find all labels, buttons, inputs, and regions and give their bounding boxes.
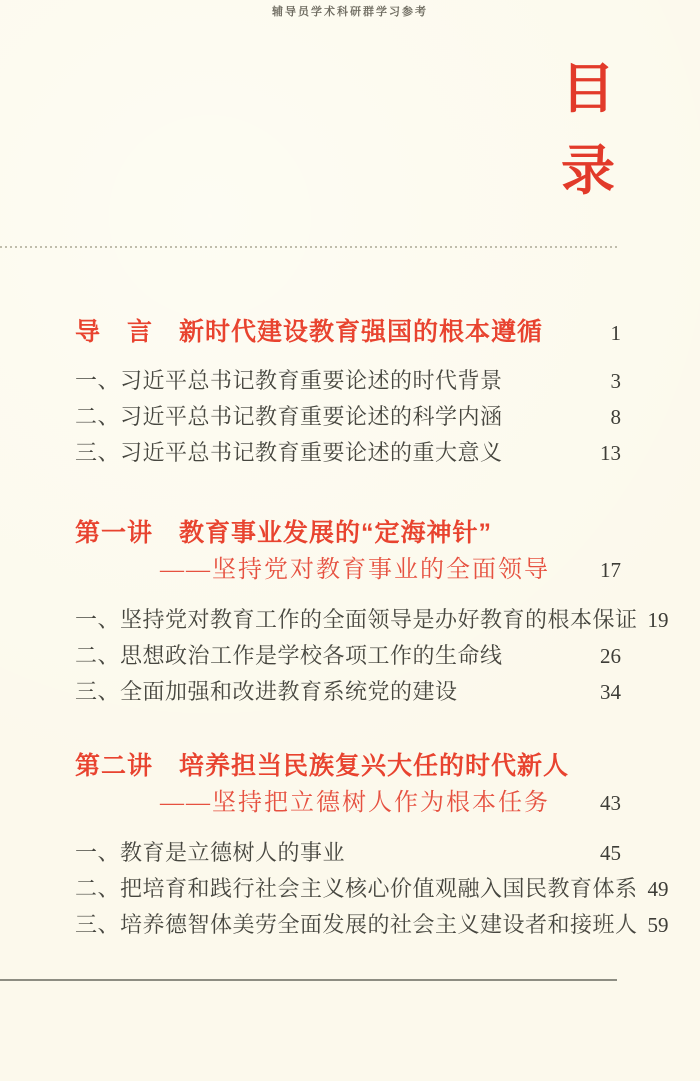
toc-entry-label: 二、把培育和践行社会主义核心价值观融入国民教育体系 (75, 876, 638, 901)
page-number: 1 (610, 321, 621, 345)
page-number: 13 (600, 441, 621, 465)
section-heading-label: 第二讲 培养担当民族复兴大任的时代新人 (75, 752, 570, 780)
page-edge-line (0, 979, 617, 981)
page-title (543, 59, 633, 201)
toc-entry (75, 363, 621, 399)
toc-entry (75, 435, 621, 471)
toc-entry (75, 835, 621, 871)
toc-entry (75, 871, 669, 907)
toc-entry-label: 二、思想政治工作是学校各项工作的生命线 (75, 643, 503, 668)
toc-entry-label: 二、习近平总书记教育重要论述的科学内涵 (75, 404, 503, 429)
page-number: 19 (647, 608, 669, 632)
toc-section-subtitle (75, 784, 621, 822)
toc-items (75, 363, 621, 471)
page-number: 34 (600, 680, 621, 704)
page-number: 59 (647, 913, 669, 937)
section-subtitle-label: ——坚持党对教育事业的全面领导 (160, 557, 550, 583)
toc-entry (75, 907, 669, 943)
toc-section-heading (75, 515, 621, 551)
toc-list (75, 314, 669, 943)
toc-items (75, 835, 669, 943)
page-number: 43 (600, 791, 621, 815)
toc-entry-label: 三、习近平总书记教育重要论述的重大意义 (75, 440, 503, 465)
toc-section (75, 515, 669, 710)
page-number: 17 (600, 558, 621, 582)
toc-entry (75, 638, 621, 674)
toc-section-heading (75, 314, 621, 350)
toc-section (75, 748, 669, 943)
page-number: 3 (610, 369, 621, 393)
watermark-text: 辅导员学术科研群学习参考 (272, 6, 428, 18)
toc-entry-label: 一、教育是立德树人的事业 (75, 840, 346, 865)
dotted-divider (0, 246, 620, 248)
title-char-mu: 目 (561, 59, 615, 119)
section-heading-label: 第一讲 教育事业发展的“定海神针” (75, 519, 493, 547)
toc-entry (75, 399, 621, 435)
toc-entry-label: 三、培养德智体美劳全面发展的社会主义建设者和接班人 (75, 912, 638, 937)
page-number: 26 (600, 644, 621, 668)
toc-section-subtitle (75, 551, 621, 589)
section-heading-label: 导 言 新时代建设教育强国的根本遵循 (75, 318, 544, 346)
toc-section-heading (75, 748, 621, 784)
toc-entry-label: 一、习近平总书记教育重要论述的时代背景 (75, 368, 503, 393)
title-char-lu: 录 (561, 141, 615, 201)
toc-items (75, 602, 669, 710)
toc-entry-label: 一、坚持党对教育工作的全面领导是办好教育的根本保证 (75, 607, 638, 632)
page-number: 49 (647, 877, 669, 901)
toc-entry (75, 602, 669, 638)
page-number: 8 (610, 405, 621, 429)
toc-entry (75, 674, 621, 710)
toc-entry-label: 三、全面加强和改进教育系统党的建设 (75, 679, 458, 704)
section-subtitle-label: ——坚持把立德树人作为根本任务 (160, 790, 550, 816)
page-number: 45 (600, 841, 621, 865)
